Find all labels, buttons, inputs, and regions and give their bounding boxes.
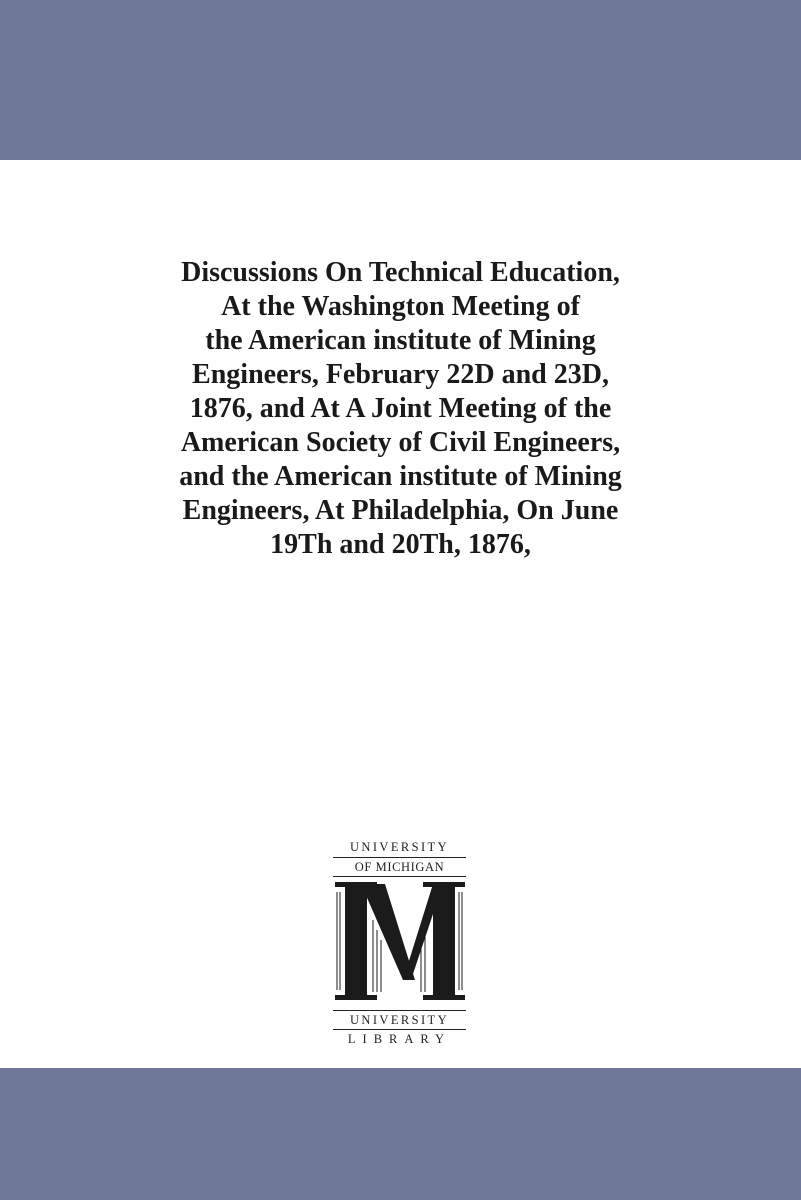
logo-rule — [333, 1010, 466, 1011]
block-m-emblem-icon — [333, 880, 466, 1004]
cover-page — [0, 160, 801, 1068]
title-line: 1876, and At A Joint Meeting of the — [189, 393, 612, 424]
logo-bottom-line-1: UNIVERSITY — [350, 1013, 449, 1027]
title-line: Discussions On Technical Education, — [181, 257, 620, 288]
title-line: 19Th and 20Th, 1876, — [270, 529, 531, 560]
book-title — [0, 256, 801, 562]
logo-rule — [333, 876, 466, 877]
logo-rule — [333, 1029, 466, 1030]
title-line: and the American institute of Mining — [179, 461, 622, 492]
logo-bottom-line-2: LIBRARY — [347, 1032, 452, 1046]
title-line: American Society of Civil Engineers, — [180, 427, 621, 458]
title-line: the American institute of Mining — [205, 325, 596, 356]
university-of-michigan-library-logo — [333, 840, 466, 1046]
title-line: Engineers, February 22D and 23D, — [192, 359, 609, 390]
title-line: At the Washington Meeting of — [221, 291, 580, 322]
cover-bottom-band — [0, 1068, 801, 1200]
logo-top-line-2: OF MICHIGAN — [354, 860, 445, 874]
title-line: Engineers, At Philadelphia, On June — [182, 495, 619, 526]
cover-top-band — [0, 0, 801, 160]
logo-top-line-1: UNIVERSITY — [350, 840, 449, 854]
logo-rule — [333, 857, 466, 858]
